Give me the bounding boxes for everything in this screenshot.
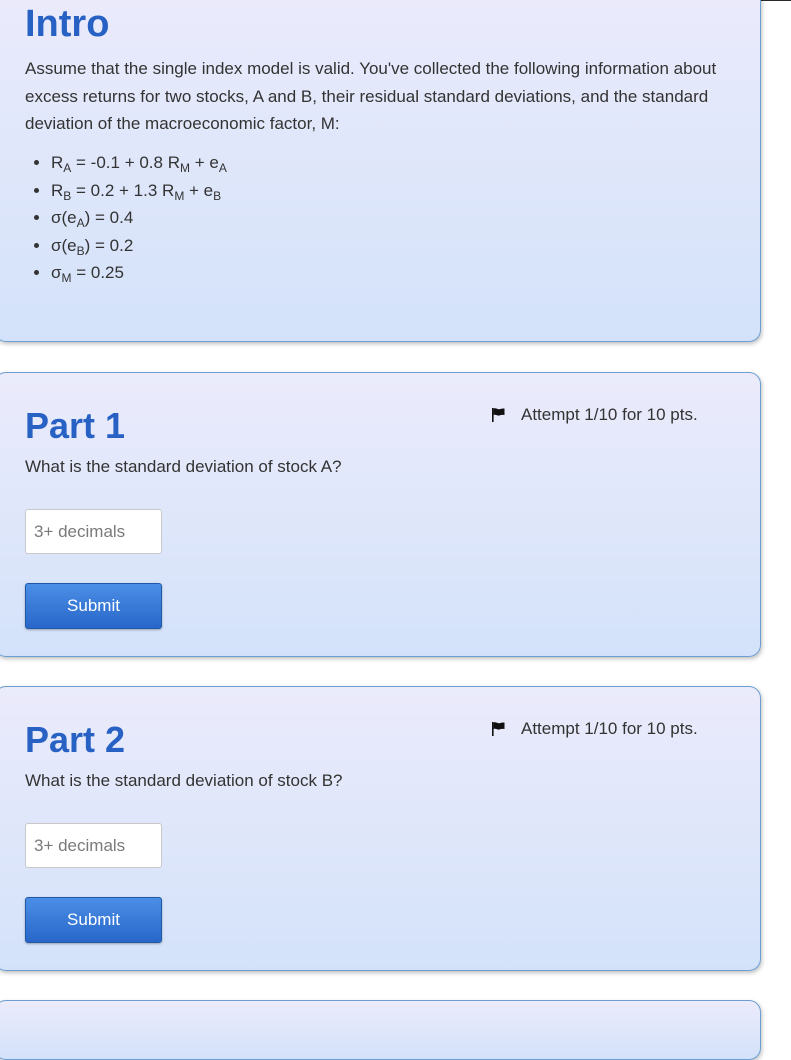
fact-residual-sd-a: • $\sigma(e_A) = 0.4$	[51, 204, 227, 232]
part-2-title: Part 2	[25, 719, 126, 760]
flag-icon[interactable]	[491, 721, 507, 737]
part-1-attempt-text: Attempt 1/10 for 10 pts.	[521, 405, 698, 424]
part-3-card	[0, 1000, 761, 1060]
part-2-attempt-text: Attempt 1/10 for 10 pts.	[521, 719, 698, 738]
intro-title: Intro	[25, 3, 110, 45]
facts-list	[25, 149, 227, 287]
part-1-attempt	[491, 405, 698, 425]
part-1-card	[0, 372, 761, 657]
fact-residual-sd-b: • $\sigma(e_B) = 0.2$	[51, 232, 227, 260]
part-1-question: What is the standard deviation of stock A?	[25, 457, 342, 476]
fact-return-a: • $R_A = -0.1 + 0.8$ $R_M + e_A$	[51, 149, 227, 177]
flag-icon[interactable]	[491, 407, 507, 423]
intro-card	[0, 0, 761, 342]
part-2-card	[0, 686, 761, 971]
intro-text: Assume that the single index model is valid. You've collected the following information about excess returns for two stocks, A and B, their residual standard deviations, and the standard deviation of the macroeconomic factor, M:	[25, 59, 717, 133]
part-1-submit-button[interactable]: Submit	[25, 583, 162, 629]
part-2-answer-input[interactable]	[25, 823, 162, 868]
part-1-answer-input[interactable]	[25, 509, 162, 554]
part-1-title: Part 1	[25, 405, 126, 446]
part-2-submit-button[interactable]: Submit	[25, 897, 162, 943]
part-2-attempt	[491, 719, 698, 739]
fact-market-sd: • $\sigma_M = 0.25$	[51, 259, 227, 287]
part-2-question: What is the standard deviation of stock B?	[25, 771, 343, 790]
fact-return-b: • $R_B = 0.2 + 1.3$ $R_M + e_B$	[51, 177, 227, 205]
